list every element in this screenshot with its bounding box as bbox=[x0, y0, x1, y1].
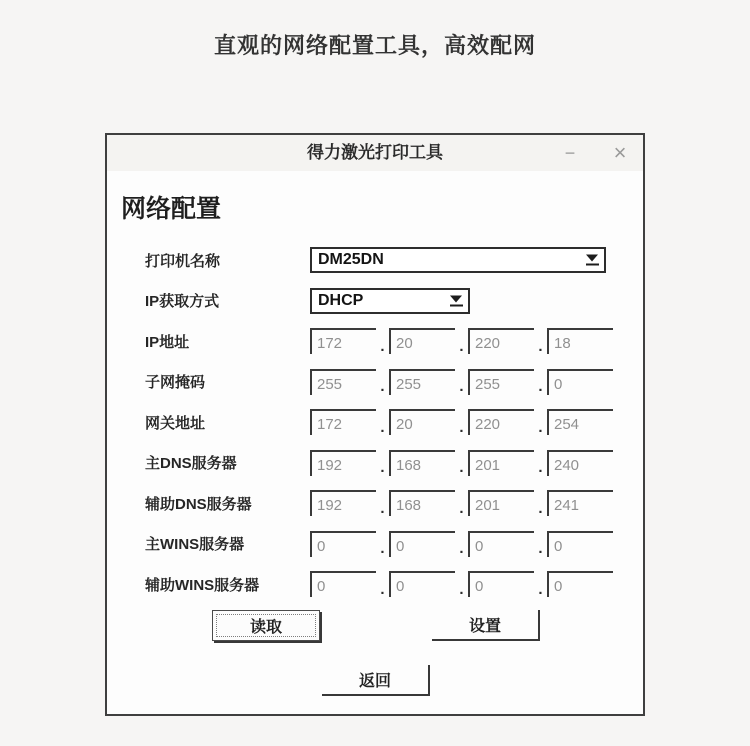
primary-wins-octets bbox=[310, 530, 613, 557]
octet-separator: . bbox=[538, 459, 543, 477]
octet-separator: . bbox=[538, 378, 543, 396]
octet-separator: . bbox=[538, 337, 543, 355]
printer-name-select[interactable] bbox=[310, 247, 606, 273]
secondary-wins-octets bbox=[310, 571, 613, 598]
app-window bbox=[105, 133, 645, 716]
octet-separator: . bbox=[538, 499, 543, 517]
gateway-label: 网关地址 bbox=[145, 414, 206, 432]
subnet-mask-octets bbox=[310, 368, 613, 395]
row-subnet-mask bbox=[145, 362, 623, 403]
octet-separator: . bbox=[380, 337, 385, 355]
chevron-down-icon[interactable] bbox=[450, 295, 463, 306]
secondary-dns-octet-2[interactable] bbox=[389, 490, 455, 516]
primary-dns-label: 主DNS服务器 bbox=[145, 455, 237, 473]
ip-address-label: IP地址 bbox=[145, 333, 190, 351]
row-primary-dns bbox=[145, 443, 623, 484]
row-ip-mode bbox=[145, 281, 623, 322]
octet-separator: . bbox=[459, 499, 464, 517]
subnet-mask-octet-1[interactable] bbox=[310, 369, 376, 395]
back-row bbox=[322, 665, 623, 696]
gateway-octet-4[interactable] bbox=[547, 409, 613, 435]
set-button[interactable]: 设置 bbox=[432, 610, 540, 641]
octet-separator: . bbox=[380, 378, 385, 396]
back-button[interactable]: 返回 bbox=[322, 665, 430, 696]
octet-separator: . bbox=[459, 459, 464, 477]
primary-dns-octet-2[interactable] bbox=[389, 450, 455, 476]
row-gateway bbox=[145, 402, 623, 443]
primary-wins-octet-3[interactable] bbox=[468, 531, 534, 557]
action-buttons bbox=[212, 610, 623, 641]
printer-name-value: DM25DN bbox=[318, 251, 384, 269]
ip-address-octet-3[interactable] bbox=[468, 328, 534, 354]
gateway-octet-3[interactable] bbox=[468, 409, 534, 435]
ip-mode-value: DHCP bbox=[318, 291, 364, 309]
secondary-dns-octet-4[interactable] bbox=[547, 490, 613, 516]
octet-separator: . bbox=[459, 580, 464, 598]
secondary-dns-label: 辅助DNS服务器 bbox=[145, 495, 252, 513]
secondary-wins-label: 辅助WINS服务器 bbox=[145, 576, 260, 594]
gateway-octets bbox=[310, 409, 613, 436]
octet-separator: . bbox=[380, 499, 385, 517]
secondary-dns-octet-3[interactable] bbox=[468, 490, 534, 516]
read-button[interactable]: 读取 bbox=[212, 610, 320, 641]
ip-address-octet-1[interactable] bbox=[310, 328, 376, 354]
primary-dns-octets bbox=[310, 449, 613, 476]
octet-separator: . bbox=[459, 378, 464, 396]
row-printer-name bbox=[145, 240, 623, 281]
titlebar bbox=[107, 135, 643, 171]
primary-dns-octet-1[interactable] bbox=[310, 450, 376, 476]
subnet-mask-octet-2[interactable] bbox=[389, 369, 455, 395]
ip-address-octets bbox=[310, 328, 613, 355]
primary-dns-octet-3[interactable] bbox=[468, 450, 534, 476]
row-ip-address bbox=[145, 321, 623, 362]
ip-mode-label: IP获取方式 bbox=[145, 293, 220, 311]
chevron-down-icon[interactable] bbox=[586, 255, 599, 266]
primary-wins-label: 主WINS服务器 bbox=[145, 536, 245, 554]
gateway-octet-1[interactable] bbox=[310, 409, 376, 435]
minimize-icon[interactable]: − bbox=[564, 142, 576, 163]
window-title: 得力激光打印工具 bbox=[307, 143, 443, 162]
page-title: 直观的网络配置工具，高效配网 bbox=[213, 33, 536, 58]
octet-separator: . bbox=[380, 540, 385, 558]
octet-separator: . bbox=[538, 418, 543, 436]
primary-wins-octet-1[interactable] bbox=[310, 531, 376, 557]
octet-separator: . bbox=[380, 580, 385, 598]
secondary-wins-octet-3[interactable] bbox=[468, 571, 534, 597]
row-primary-wins bbox=[145, 524, 623, 565]
octet-separator: . bbox=[459, 418, 464, 436]
section-title: 网络配置 bbox=[121, 195, 222, 223]
ip-mode-select[interactable] bbox=[310, 288, 470, 314]
close-icon[interactable]: × bbox=[613, 140, 627, 165]
primary-wins-octet-2[interactable] bbox=[389, 531, 455, 557]
window-body bbox=[107, 171, 643, 696]
secondary-dns-octets bbox=[310, 490, 613, 517]
octet-separator: . bbox=[538, 540, 543, 558]
row-secondary-dns bbox=[145, 483, 623, 524]
octet-separator: . bbox=[459, 540, 464, 558]
primary-dns-octet-4[interactable] bbox=[547, 450, 613, 476]
secondary-wins-octet-1[interactable] bbox=[310, 571, 376, 597]
ip-address-octet-4[interactable] bbox=[547, 328, 613, 354]
printer-name-label: 打印机名称 bbox=[145, 252, 221, 270]
octet-separator: . bbox=[380, 418, 385, 436]
subnet-mask-octet-3[interactable] bbox=[468, 369, 534, 395]
gateway-octet-2[interactable] bbox=[389, 409, 455, 435]
ip-address-octet-2[interactable] bbox=[389, 328, 455, 354]
secondary-wins-octet-2[interactable] bbox=[389, 571, 455, 597]
octet-separator: . bbox=[538, 580, 543, 598]
subnet-mask-octet-4[interactable] bbox=[547, 369, 613, 395]
octet-separator: . bbox=[380, 459, 385, 477]
row-secondary-wins bbox=[145, 564, 623, 605]
primary-wins-octet-4[interactable] bbox=[547, 531, 613, 557]
network-form bbox=[145, 240, 623, 605]
secondary-wins-octet-4[interactable] bbox=[547, 571, 613, 597]
octet-separator: . bbox=[459, 337, 464, 355]
subnet-mask-label: 子网掩码 bbox=[145, 374, 206, 392]
secondary-dns-octet-1[interactable] bbox=[310, 490, 376, 516]
